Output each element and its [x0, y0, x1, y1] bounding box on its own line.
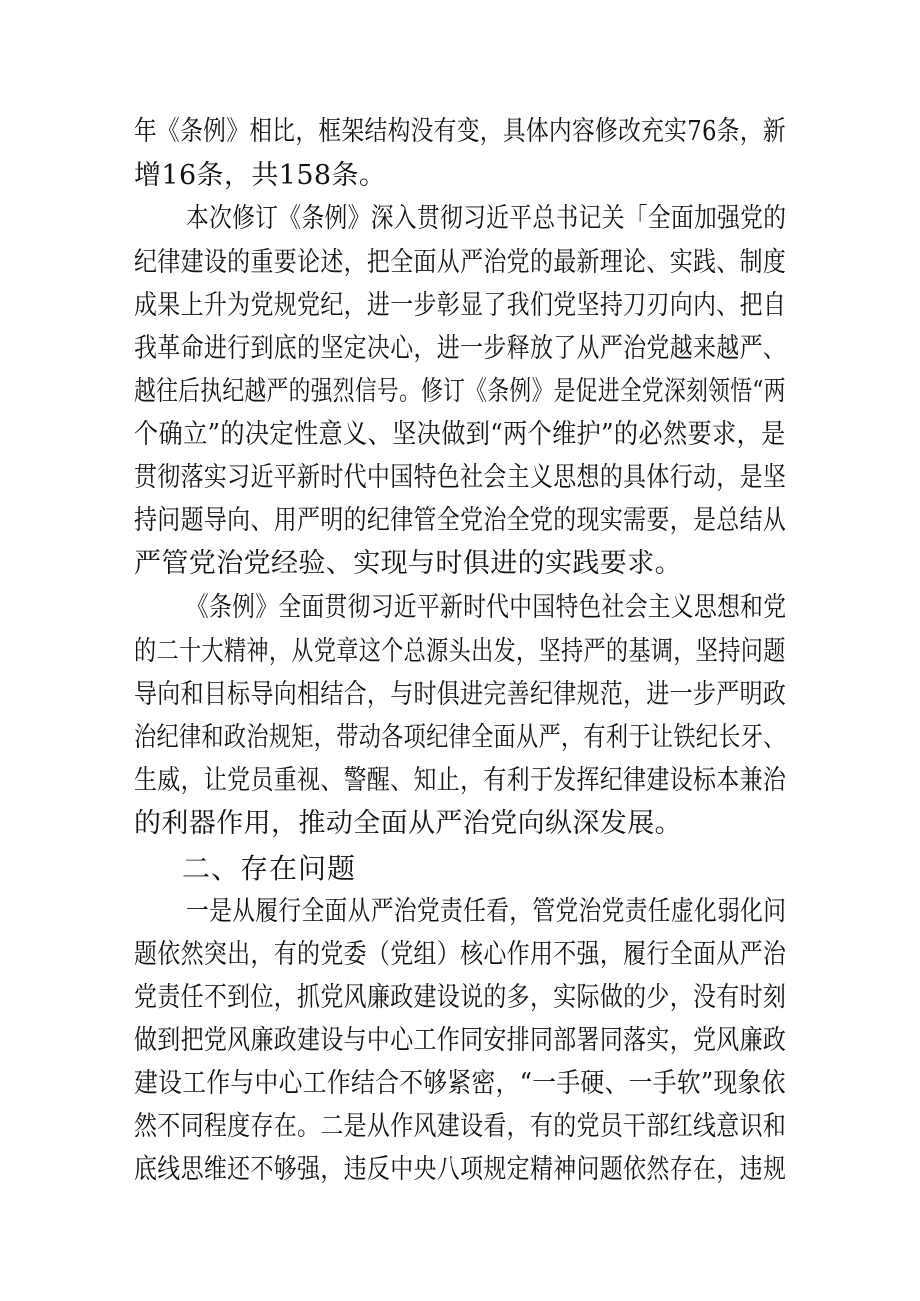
paragraph-2-line-7: 贯彻落实习近平新时代中国特色社会主义思想的具体行动，是坚: [134, 462, 787, 493]
paragraph-3-line-6: 的利器作用，推动全面从严治党向纵深发展。: [134, 808, 682, 839]
paragraph-4-line-4: 做到把党风廉政建设与中心工作同安排同部署同落实，党风廉政: [134, 1025, 787, 1056]
paragraph-1-line-1: 年《条例》相比，框架结构没有变，具体内容修改充实76条，新: [134, 116, 786, 147]
paragraph-2-line-4: 我革命进行到底的坚定决心，进一步释放了从严治党越来越严、: [134, 333, 787, 364]
paragraph-2-line-5: 越往后执纪越严的强烈信号。修订《条例》是促进全党深刻领悟“两: [134, 376, 786, 407]
paragraph-1-line-2: 增16条，共158条。: [134, 160, 387, 191]
paragraph-2-line-3: 成果上升为党规党纪，进一步彰显了我们党坚持刀刃向内、把自: [134, 290, 787, 321]
paragraph-4-line-1: 一是从履行全面从严治党责任看，管党治党责任虚化弱化问: [186, 896, 787, 927]
paragraph-2-line-9: 严管党治党经验、实现与时俱进的实践要求。: [134, 548, 682, 579]
paragraph-4-line-2: 题依然突出，有的党委（党组）核心作用不强，履行全面从严治: [134, 939, 787, 970]
paragraph-3-line-2: 的二十大精神，从党章这个总源头出发，坚持严的基调，坚持问题: [134, 636, 786, 667]
paragraph-2-line-1: 本次修订《条例》深入贯彻习近平总书记关「全面加强党的: [186, 203, 787, 234]
paragraph-4-line-7: 底线思维还不够强，违反中央八项规定精神问题依然存在，违规: [134, 1154, 787, 1185]
paragraph-3-line-3: 导向和目标导向相结合，与时俱进完善纪律规范，进一步严明政: [134, 679, 787, 710]
paragraph-3-line-4: 治纪律和政治规矩，带动各项纪律全面从严，有利于让铁纪长牙、: [134, 722, 786, 753]
section-heading: 二、存在问题: [182, 852, 357, 885]
paragraph-4-line-3: 党责任不到位，抓党风廉政建设说的多，实际做的少，没有时刻: [134, 982, 787, 1013]
paragraph-3-line-5: 生威，让党员重视、警醒、知止，有利于发挥纪律建设标本兼治: [134, 765, 787, 796]
paragraph-4-line-6: 然不同程度存在。二是从作风建设看，有的党员干部红线意识和: [134, 1111, 787, 1142]
paragraph-4-line-5: 建设工作与中心工作结合不够紧密，“一手硬、一手软”现象依: [134, 1068, 786, 1099]
paragraph-2-line-2: 纪律建设的重要论述，把全面从严治党的最新理论、实践、制度: [134, 247, 787, 278]
paragraph-2-line-6: 个确立”的决定性意义、坚决做到“两个维护”的必然要求，是: [134, 419, 786, 450]
paragraph-2-line-8: 持问题导向、用严明的纪律管全党治全党的现实需要，是总结从: [134, 505, 787, 536]
paragraph-3-line-1: 《条例》全面贯彻习近平新时代中国特色社会主义思想和党: [186, 592, 787, 623]
